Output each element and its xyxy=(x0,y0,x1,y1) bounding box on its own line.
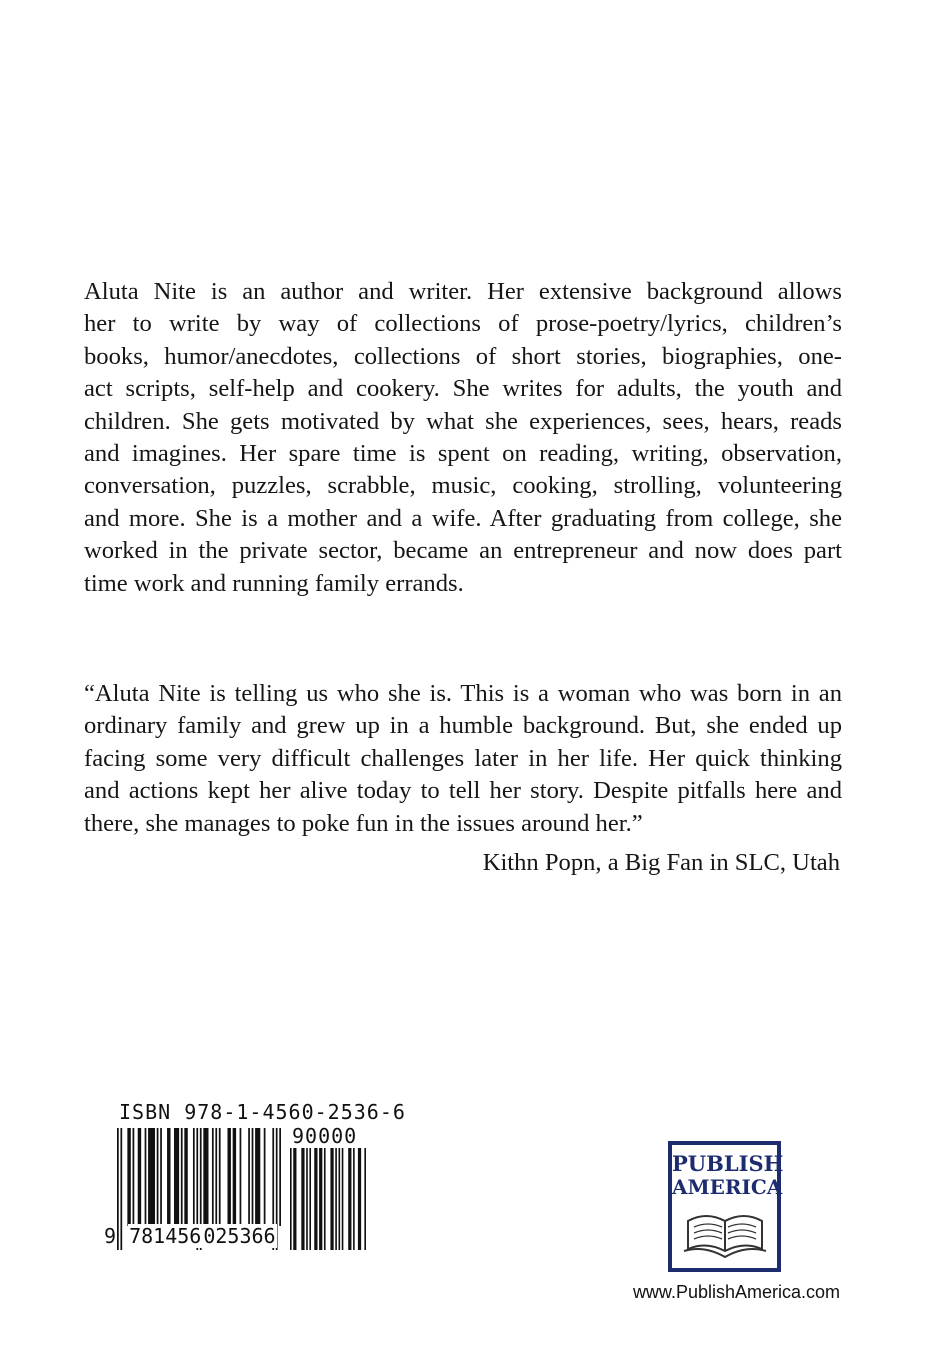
price-addon-code: 90000 xyxy=(292,1124,358,1148)
barcode-bar xyxy=(255,1128,260,1226)
barcode-bar xyxy=(290,1148,292,1250)
ean-left-group: 781456 xyxy=(129,1224,202,1248)
barcode-bar xyxy=(358,1148,361,1250)
barcode-bar xyxy=(148,1128,155,1226)
addon-barcode xyxy=(290,1148,366,1250)
barcode-bar xyxy=(264,1128,266,1226)
barcode-bar xyxy=(203,1128,208,1226)
barcode-bar xyxy=(309,1148,311,1250)
barcode-bar xyxy=(279,1128,281,1226)
barcode-bar xyxy=(174,1128,179,1226)
barcode-bar xyxy=(227,1128,230,1226)
barcode-bar xyxy=(160,1128,162,1226)
barcode-bar xyxy=(215,1128,217,1226)
barcode-bar xyxy=(193,1128,195,1226)
quote-line: facing some very difficult challenges later in her life. Her quick thinking xyxy=(84,744,842,772)
bio-line: and more. She is a mother and a wife. After graduating from college, she xyxy=(84,504,842,532)
barcode-bar xyxy=(293,1148,296,1250)
barcode-bar xyxy=(335,1148,337,1250)
barcode-bar xyxy=(184,1128,187,1226)
quote-line: and actions kept her alive today to tell her story. Despite pitfalls here and xyxy=(84,777,842,805)
barcode-bar xyxy=(252,1128,254,1226)
barcode-bar xyxy=(248,1128,250,1226)
barcode-bar xyxy=(301,1148,304,1250)
barcode-bar xyxy=(212,1128,214,1226)
quote-line: ordinary family and grew up in a humble background. But, she ended up xyxy=(84,712,842,740)
bio-line: act scripts, self-help and cookery. She writes for adults, the youth and xyxy=(84,375,842,403)
logo-word-publish: PUBLISH xyxy=(672,1151,784,1176)
bio-line: conversation, puzzles, scrabble, music, cooking, strolling, volunteering xyxy=(84,472,842,500)
barcode-bar xyxy=(353,1148,355,1250)
ean-first-digit: 9 xyxy=(104,1224,117,1248)
bio-line: and imagines. Her spare time is spent on reading, writing, observation, xyxy=(84,439,842,467)
barcode-bar xyxy=(306,1148,308,1250)
quote-line: there, she manages to poke fun in the issues around her.” xyxy=(84,809,643,837)
barcode-bar xyxy=(233,1128,236,1226)
barcode-bar xyxy=(339,1148,341,1250)
bio-line: Aluta Nite is an author and writer. Her extensive background allows xyxy=(84,278,842,305)
barcode-bar xyxy=(138,1128,141,1226)
publisher-logo xyxy=(668,1141,784,1272)
author-bio xyxy=(84,276,842,600)
ean-right-group: 025366 xyxy=(203,1224,276,1248)
logo-word-america: AMERICA xyxy=(672,1175,783,1199)
bio-line: time work and running family errands. xyxy=(84,569,464,597)
quote-attribution: Kithn Popn, a Big Fan in SLC, Utah xyxy=(482,849,840,876)
barcode-bar xyxy=(157,1128,159,1226)
publisher-website: www.PublishAmerica.com xyxy=(632,1282,840,1302)
barcode-bar xyxy=(127,1128,130,1226)
barcode-bar xyxy=(181,1128,183,1226)
barcode-bar xyxy=(145,1128,147,1226)
bio-line: books, humor/anecdotes, collections of short stories, biographies, one- xyxy=(84,342,842,370)
barcode-bar xyxy=(342,1148,344,1250)
review-quote xyxy=(84,678,842,840)
barcode-bar xyxy=(364,1148,366,1250)
open-book-icon xyxy=(682,1205,768,1261)
barcode-bar xyxy=(133,1128,135,1226)
bio-line: her to write by way of collections of prose-poetry/lyrics, children’s xyxy=(84,310,842,338)
bio-line: worked in the private sector, became an entrepreneur and now does part xyxy=(84,537,842,565)
barcode-bar xyxy=(324,1148,326,1250)
ean-digits xyxy=(104,1224,277,1248)
quote-line: “Aluta Nite is telling us who she is. This is a woman who was born in an xyxy=(84,680,842,707)
barcode-bar xyxy=(219,1128,221,1226)
barcode-bar xyxy=(167,1128,170,1226)
bio-line: children. She gets motivated by what she experiences, sees, hears, reads xyxy=(84,407,842,435)
barcode-bar xyxy=(348,1148,351,1250)
barcode-bar xyxy=(314,1148,317,1250)
barcode-bar xyxy=(330,1148,333,1250)
isbn-label: ISBN 978-1-4560-2536-6 xyxy=(119,1100,406,1124)
barcode-bar xyxy=(319,1148,322,1250)
barcode-bar xyxy=(240,1128,242,1226)
